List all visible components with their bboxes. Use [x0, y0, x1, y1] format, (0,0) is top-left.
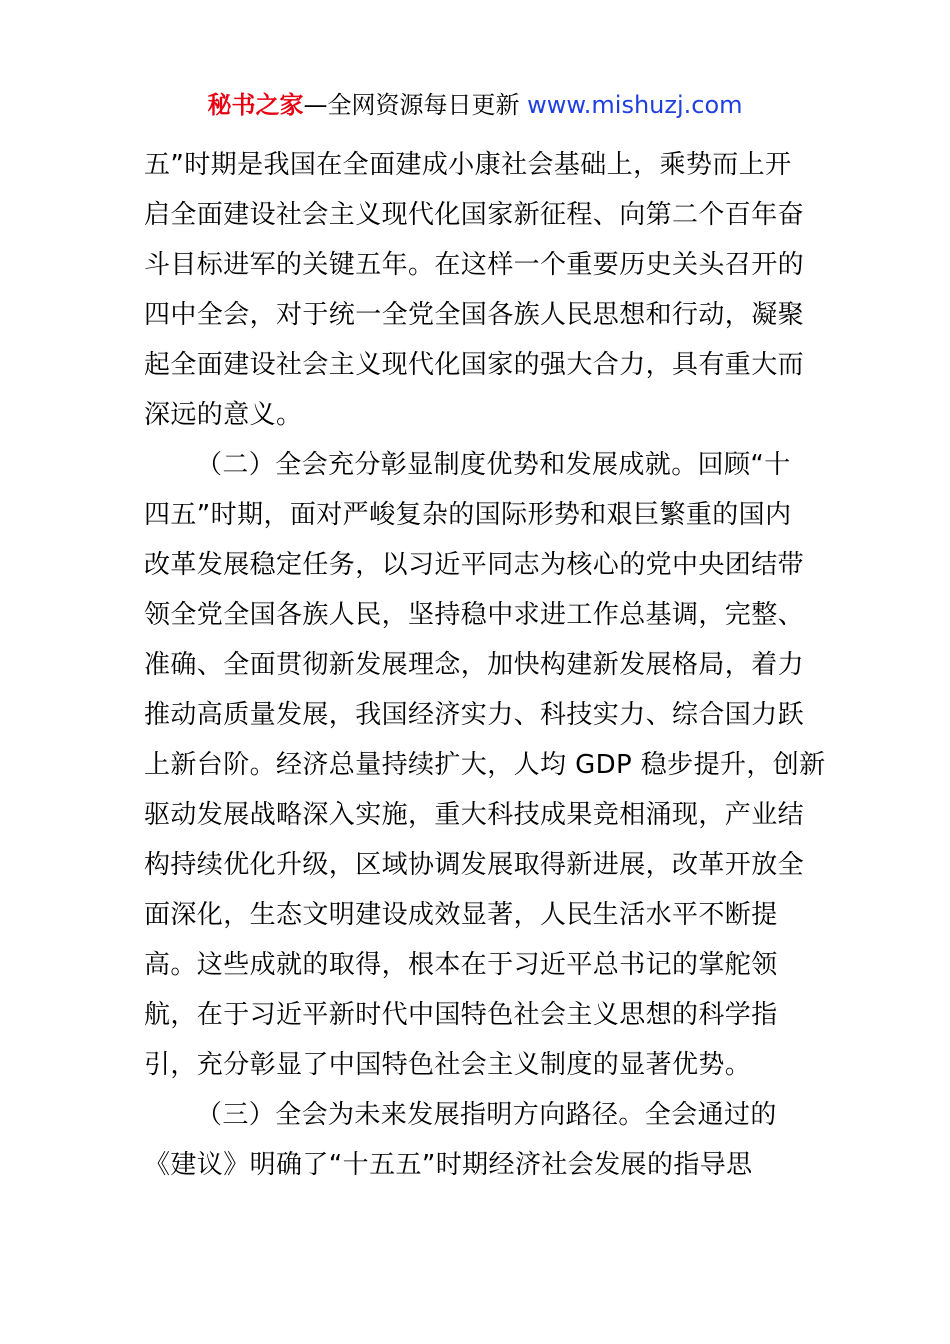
- text-line: 四中全会，对于统一全党全国各族人民思想和行动，凝聚: [144, 300, 805, 330]
- site-url-link[interactable]: www.mishuzj.com: [527, 91, 743, 119]
- text-line: 准确、全面贯彻新发展理念，加快构建新发展格局，着力: [144, 650, 805, 680]
- text-line: 驱动发展战略深入实施，重大科技成果竞相涌现，产业结: [144, 800, 805, 830]
- brand-name: 秘书之家: [207, 91, 304, 119]
- text-line: 四五”时期，面对严峻复杂的国际形势和艰巨繁重的国内: [144, 500, 792, 530]
- page-header: [0, 88, 950, 122]
- text-line: 高。这些成就的取得，根本在于习近平总书记的掌舵领: [144, 950, 778, 980]
- header-tagline: —全网资源每日更新: [303, 91, 528, 119]
- text-line: 构持续优化升级，区域协调发展取得新进展，改革开放全: [144, 850, 805, 880]
- text-line: 深远的意义。: [144, 400, 303, 430]
- text-line: 领全党全国各族人民，坚持稳中求进工作总基调，完整、: [144, 600, 805, 630]
- section-heading-line: （二）全会充分彰显制度优势和发展成就。回顾“十: [196, 450, 791, 480]
- text-line: 上新台阶。经济总量持续扩大，人均 GDP 稳步提升，创新: [144, 750, 826, 780]
- text-line: 航，在于习近平新时代中国特色社会主义思想的科学指: [144, 1000, 778, 1030]
- document-body: [144, 140, 824, 1190]
- text-line: 引，充分彰显了中国特色社会主义制度的显著优势。: [144, 1050, 752, 1080]
- text-line: 推动高质量发展，我国经济实力、科技实力、综合国力跃: [144, 700, 805, 730]
- text-line: 面深化，生态文明建设成效显著，人民生活水平不断提: [144, 900, 778, 930]
- text-line: 启全面建设社会主义现代化国家新征程、向第二个百年奋: [144, 200, 805, 230]
- text-line: 起全面建设社会主义现代化国家的强大合力，具有重大而: [144, 350, 805, 380]
- text-line: 改革发展稳定任务，以习近平同志为核心的党中央团结带: [144, 550, 805, 580]
- section-heading-line: （三）全会为未来发展指明方向路径。全会通过的: [196, 1100, 777, 1130]
- text-line: 斗目标进军的关键五年。在这样一个重要历史关头召开的: [144, 250, 805, 280]
- text-line: 《建议》明确了“十五五”时期经济社会发展的指导思: [144, 1150, 753, 1180]
- text-line: 五”时期是我国在全面建成小康社会基础上，乘势而上开: [144, 150, 792, 180]
